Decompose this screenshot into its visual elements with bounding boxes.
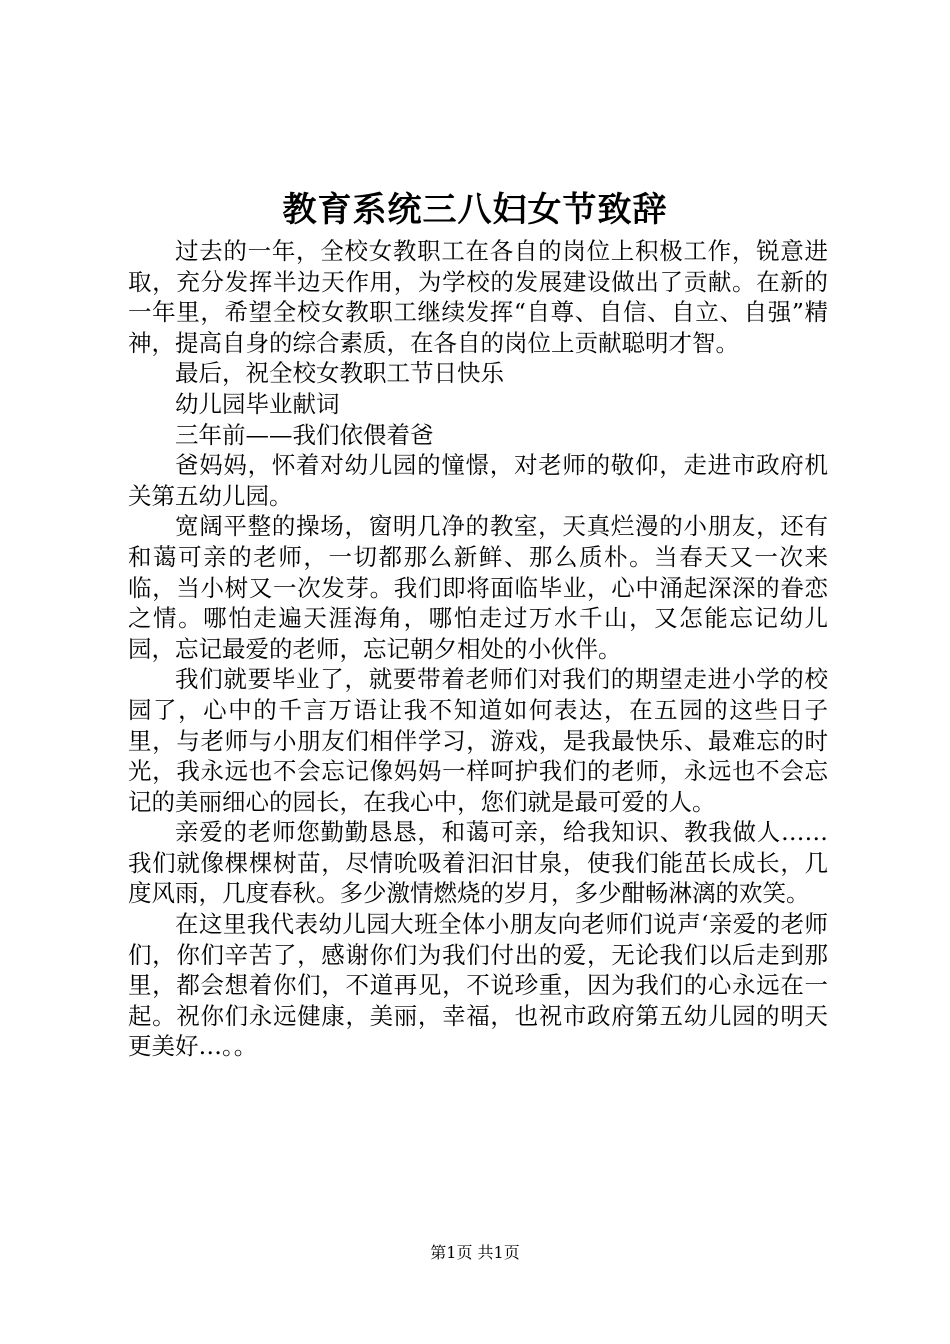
paragraph: 最后，祝全校女教职工节日快乐 xyxy=(175,359,504,388)
paragraph: 过去的一年，全校女教职工在各自的岗位上积极工作，锐意进取，充分发挥半边天作用，为学校的发展建设做出了贡献。在新的一年里，希望全校女教职工继续发挥“自尊、自信、自立、自强”精神，提高自身的综合素质，在各自的岗位上贡献聪明才智。 xyxy=(128,237,828,357)
paragraph: 三年前——我们依偎着爸 xyxy=(175,420,434,449)
paragraph: 爸妈妈，怀着对幼儿园的憧憬，对老师的敬仰，走进市政府机关第五幼儿园。 xyxy=(128,451,828,510)
document-body xyxy=(128,236,828,1062)
paragraph: 我们就要毕业了，就要带着老师们对我们的期望走进小学的校园了，心中的千言万语让我不知道如何表达，在五园的这些日子里，与老师与小朋友们相伴学习，游戏，是我最快乐、最难忘的时光，我永远也不会忘记像妈妈一样呵护我们的老师，永远也不会忘记的美丽细心的园长，在我心中，您们就是最可爱的人。 xyxy=(128,665,828,816)
paragraph: 亲爱的老师您勤勤恳恳，和蔼可亲，给我知识、教我做人……我们就像棵棵树苗，尽情吮吸着汩汩甘泉，使我们能茁长成长，几度风雨，几度春秋。多少激情燃烧的岁月，多少酣畅淋漓的欢笑。 xyxy=(128,818,828,908)
paragraph: 在这里我代表幼儿园大班全体小朋友向老师们说声‘亲爱的老师们，你们辛苦了，感谢你们为我们付出的爱，无论我们以后走到那里，都会想着你们，不道再见，不说珍重，因为我们的心永远在一起。祝你们永远健康，美丽，幸福，也祝市政府第五幼儿园的明天更美好…。。 xyxy=(128,910,828,1061)
page-footer: 第1页 共1页 xyxy=(430,1243,520,1262)
document-title: 教育系统三八妇女节致辞 xyxy=(282,190,668,230)
paragraph: 幼儿园毕业献词 xyxy=(175,389,340,418)
paragraph: 宽阔平整的操场，窗明几净的教室，天真烂漫的小朋友，还有和蔼可亲的老师，一切都那么新鲜、那么质朴。当春天又一次来临，当小树又一次发芽。我们即将面临毕业，心中涌起深深的眷恋之情。哪怕走遍天涯海角，哪怕走过万水千山，又怎能忘记幼儿园，忘记最爱的老师，忘记朝夕相处的小伙伴。 xyxy=(128,512,828,663)
